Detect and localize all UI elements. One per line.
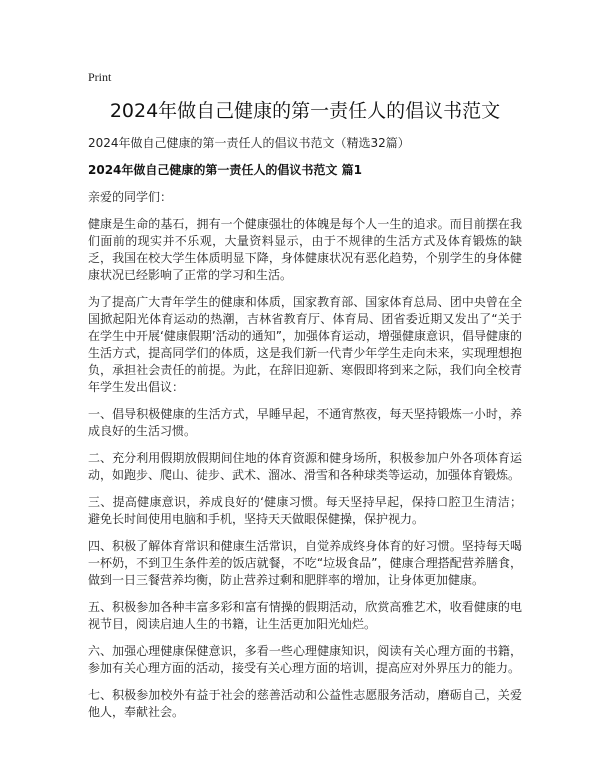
proposal-item: 一、倡导积极健康的生活方式，早睡早起，不通宵熬夜，每天坚持锻炼一小时，养成良好的生活习惯。: [88, 407, 522, 438]
proposal-item: 七、积极参加校外有益于社会的慈善活动和公益性志愿服务活动，磨砺自己，关爱他人，奉献社会。: [88, 688, 522, 719]
proposal-item: 六、加强心理健康保健意识，多看一些心理健康知识，阅读有关心理方面的书籍，参加有关心理方面的活动，接受有关心理方面的培训，提高应对外界压力的能力。: [88, 644, 522, 675]
section-heading: 2024年做自己健康的第一责任人的倡议书范文 篇1: [88, 163, 362, 177]
proposal-item: 二、充分利用假期放假期间住地的体育资源和健身场所，积极参加户外各项体育运动，如跑步、爬山、徒步、武术、溜冰、滑雪和各种球类等运动，加强体育锻炼。: [88, 451, 522, 482]
proposal-item: 三、提高健康意识，养成良好的‘健康习惯。每天坚持早起，保持口腔卫生清洁；避免长时间使用电脑和手机，坚持天天做眼保健操，保护视力。: [88, 495, 522, 526]
paragraph: 为了提高广大青年学生的健康和体质，国家教育部、国家体育总局、团中央曾在全国掀起阳光体育运动的热潮，吉林省教育厅、体育局、团省委近期又发出了“关于在学生中开展‘健康假期’活动的通知”，加强体育运动，增强健康意识，倡导健康的生活方式，提高同学们的体质，这是我们新一代青少年学生走向未来，实现理想抱负，承担社会责任的前提。为此，在辞旧迎新、寒假即将到来之际，我们向全校青年学生发出倡议：: [88, 295, 522, 394]
proposal-item: 五、积极参加各种丰富多彩和富有情操的假期活动，欣赏高雅艺术，收看健康的电视节目，阅读启迪人生的书籍，让生活更加阳光灿烂。: [88, 600, 522, 631]
paragraph: 健康是生命的基石，拥有一个健康强壮的体魄是每个人一生的追求。而目前摆在我们面前的现实并不乐观，大量资料显示，由于不规律的生活方式及体育锻炼的缺乏，我国在校大学生体质明显下降，身体健康状况有恶化趋势，个别学生的身体健康状况已经影响了正常的学习和生活。: [88, 217, 522, 282]
document-page: [88, 70, 522, 731]
salutation: 亲爱的同学们：: [88, 190, 173, 204]
document-title: 2024年做自己健康的第一责任人的倡议书范文: [109, 100, 501, 122]
print-link[interactable]: Print: [88, 70, 112, 84]
document-subtitle: 2024年做自己健康的第一责任人的倡议书范文（精选32篇）: [88, 136, 410, 150]
proposal-item: 四、积极了解体育常识和健康生活常识，自觉养成终身体育的好习惯。坚持每天喝一杯奶，不到卫生条件差的饭店就餐，不吃“垃圾食品”，健康合理搭配营养膳食，做到一日三餐营养均衡，防止营养过剩和肥胖率的增加，让身体更加健康。: [88, 539, 522, 587]
